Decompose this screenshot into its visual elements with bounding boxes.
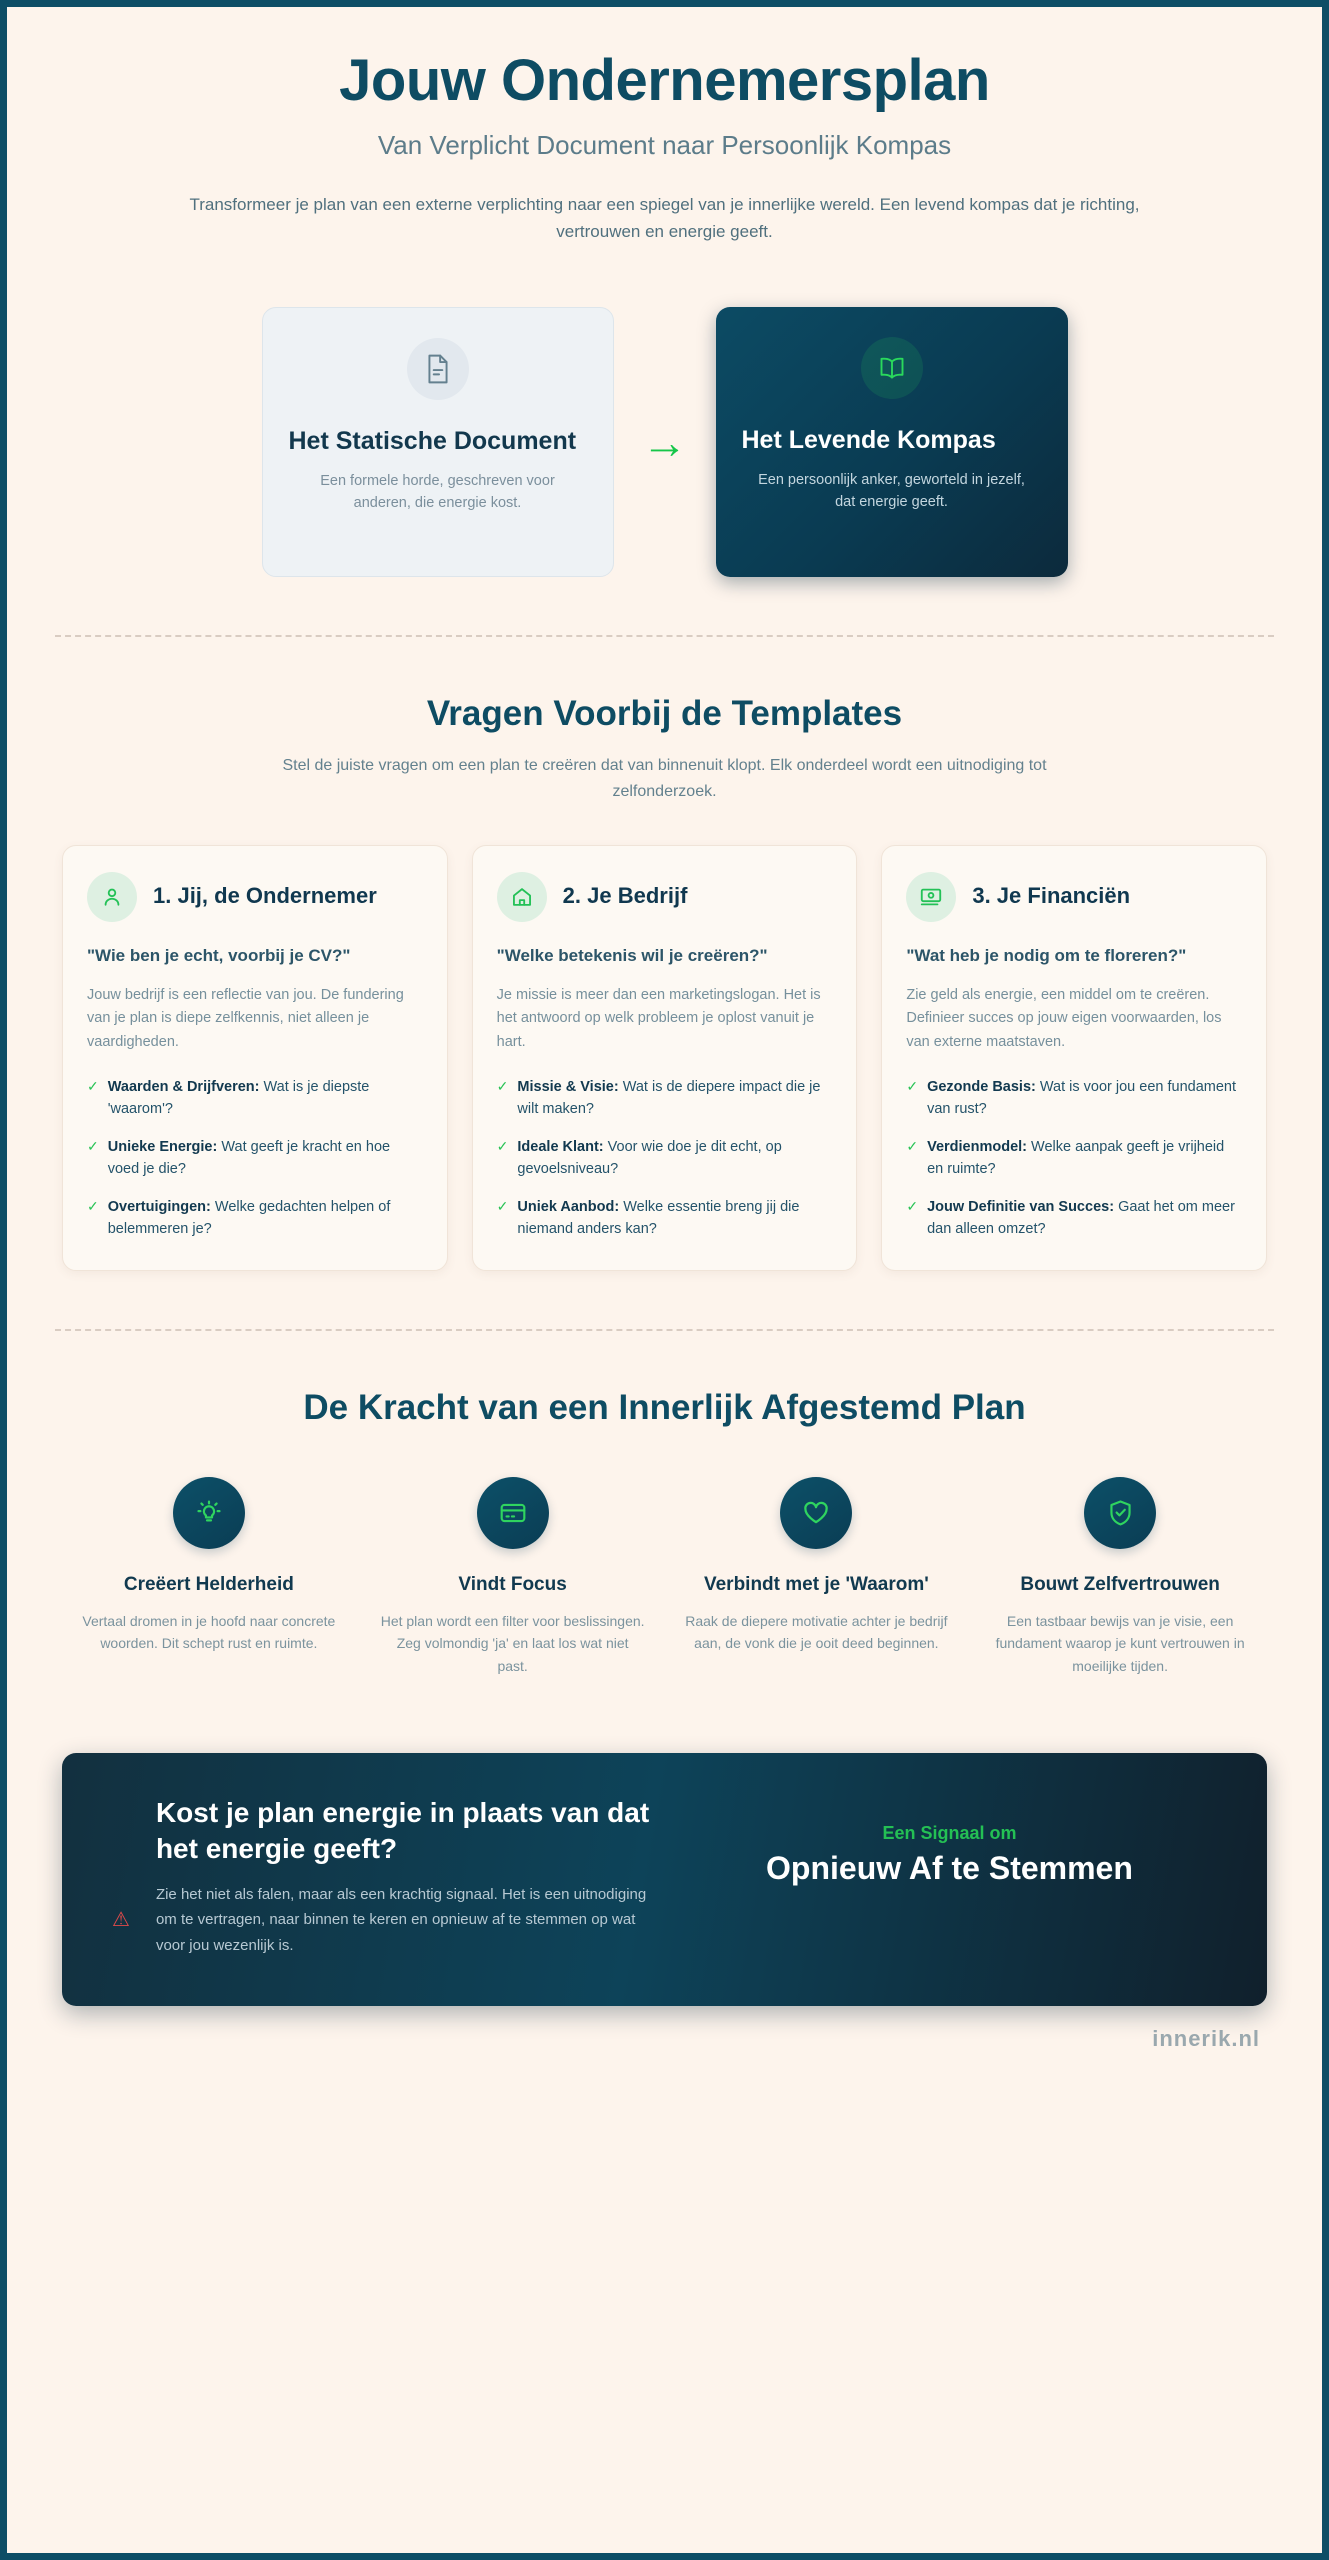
list-item: [906, 1076, 1242, 1120]
cta-signal-block: [682, 1795, 1217, 1887]
bullet-text: Gaat het om meer dan alleen omzet?: [927, 1199, 1235, 1238]
living-card-desc: Een persoonlijk anker, geworteld in jezelf, dat energie geeft.: [758, 471, 1025, 510]
question-card-body: Je missie is meer dan een marketingslogan. Het is het antwoord op welk probleem je oplost vanuit je hart.: [496, 986, 821, 1050]
bullet-label: Jouw Definitie van Succes:: [927, 1199, 1115, 1216]
benefit-item: [670, 1477, 964, 1677]
bullet-label: Waarden & Drijfveren:: [107, 1079, 260, 1096]
list-item: [497, 1076, 833, 1120]
check-icon: ✓: [906, 1078, 919, 1095]
static-card-title: Het Statische Document: [288, 427, 577, 456]
cta-panel: [62, 1753, 1267, 2006]
shield-check-icon: [1084, 1477, 1156, 1549]
check-icon: ✓: [496, 1138, 509, 1155]
bullet-label: Missie & Visie:: [517, 1079, 619, 1096]
list-item: [497, 1136, 833, 1180]
check-icon: ✓: [496, 1198, 509, 1215]
benefit-title: Creëert Helderheid: [123, 1574, 294, 1596]
questions-heading-block: [7, 637, 1322, 804]
benefits-section-title: De Kracht van een Innerlijk Afgestemd Plan: [303, 1388, 1026, 1428]
page-title: Jouw Ondernemersplan: [339, 48, 990, 113]
home-icon: [497, 872, 547, 922]
bullet-label: Verdienmodel:: [927, 1139, 1027, 1156]
questions-section-title: Vragen Voorbij de Templates: [426, 694, 903, 734]
lightbulb-icon: [173, 1477, 245, 1549]
bullet-text: Wat is voor jou een fundament van rust?: [927, 1079, 1237, 1118]
benefit-title: Verbindt met je 'Waarom': [703, 1574, 929, 1596]
question-card-body: Zie geld als energie, een middel om te creëren. Definieer succes op jouw eigen voorwaarden, los van externe maatstaven.: [906, 986, 1222, 1050]
question-card: [472, 845, 858, 1272]
check-icon: ✓: [87, 1198, 99, 1215]
heart-icon: [780, 1477, 852, 1549]
money-icon: [906, 872, 956, 922]
benefit-list: [7, 1429, 1322, 1677]
list-item: [87, 1136, 423, 1180]
benefit-item: [62, 1477, 356, 1677]
hero-intro-text: Transformeer je plan van een externe verplichting naar een spiegel van je innerlijke wereld. Een levend kompas dat je richting, vertrouwen en energie geeft.: [189, 194, 1140, 242]
check-icon: ✓: [906, 1138, 919, 1155]
cta-kicker: Een Signaal om: [882, 1823, 1017, 1844]
cta-title: Kost je plan energie in plaats van dat het energie geeft?: [155, 1797, 650, 1864]
check-icon: ✓: [906, 1198, 919, 1215]
document-icon: [407, 338, 469, 400]
bullet-text: Wat geeft je kracht en hoe voed je die?: [107, 1139, 391, 1178]
user-icon: [87, 872, 137, 922]
benefit-desc: Een tastbaar bewijs van je visie, een fundament waarop je kunt vertrouwen in moeilijke tijden.: [995, 1612, 1245, 1674]
bullet-text: Welke essentie breng jij die niemand anders kan?: [517, 1199, 800, 1238]
comparison-section: [7, 307, 1322, 577]
living-card-title: Het Levende Kompas: [741, 426, 996, 455]
benefit-desc: Vertaal dromen in je hoofd naar concrete woorden. Dit schept rust en ruimte.: [82, 1612, 336, 1652]
benefit-title: Vindt Focus: [458, 1574, 567, 1596]
benefits-heading-block: [7, 1331, 1322, 1429]
question-card-body: Jouw bedrijf is een reflectie van jou. De fundering van je plan is diepe zelfkennis, niet alleen je vaardigheden.: [87, 986, 404, 1050]
check-icon: ✓: [87, 1138, 99, 1155]
benefit-desc: Het plan wordt een filter voor beslissingen. Zeg volmondig 'ja' en laat los wat niet past.: [380, 1612, 645, 1674]
bullet-label: Overtuigingen:: [107, 1199, 211, 1216]
benefit-desc: Raak de diepere motivatie achter je bedrijf aan, de vonk die je ooit deed beginnen.: [685, 1612, 948, 1652]
bullet-label: Unieke Energie:: [107, 1139, 218, 1156]
bullet-text: Wat is je diepste 'waarom'?: [107, 1079, 370, 1118]
static-document-card: [262, 307, 614, 577]
questions-section: [7, 637, 1322, 1271]
benefit-item: [366, 1477, 660, 1677]
benefits-section: [7, 1331, 1322, 1677]
question-card-title: 1. Jij, de Ondernemer: [153, 883, 377, 909]
question-card-header: [906, 872, 1242, 922]
brand-label: innerik.nl: [1152, 2025, 1260, 2051]
list-item: [906, 1136, 1242, 1180]
questions-section-subtitle: Stel de juiste vragen om een plan te creëren dat van binnenuit klopt. Elk onderdeel wordt een uitnodiging tot zelfonderzoek.: [282, 757, 1047, 800]
bullet-text: Voor wie doe je dit echt, op gevoelsniveau?: [517, 1139, 782, 1178]
question-bullet-list: [906, 1076, 1242, 1240]
cta-body: Zie het niet als falen, maar als een krachtig signaal. Het is een uitnodiging om te vertragen, naar binnen te keren en opnieuw af te stemmen op wat voor jou wezenlijk is.: [155, 1886, 647, 1954]
question-card-header: [497, 872, 833, 922]
question-card-question: "Wat heb je nodig om te floreren?": [906, 945, 1187, 965]
warning-triangle-icon: ⚠: [112, 1909, 130, 1932]
cta-headline: Opnieuw Af te Stemmen: [766, 1850, 1133, 1887]
question-bullet-list: [497, 1076, 833, 1240]
list-item: [497, 1196, 833, 1240]
question-card: [881, 845, 1267, 1272]
bullet-label: Uniek Aanbod:: [517, 1199, 620, 1216]
bullet-text: Welke aanpak geeft je vrijheid en ruimte?: [927, 1139, 1225, 1178]
static-card-desc: Een formele horde, geschreven voor anderen, die energie kost.: [320, 472, 555, 511]
hero-section: [7, 7, 1322, 245]
page-subtitle: Van Verplicht Document naar Persoonlijk Kompas: [377, 129, 952, 160]
bullet-text: Welke gedachten helpen of belemmeren je?: [107, 1199, 391, 1238]
open-book-icon: [861, 337, 923, 399]
list-item: [87, 1076, 423, 1120]
question-card-title: 2. Je Bedrijf: [562, 883, 688, 909]
bullet-text: Wat is de diepere impact die je wilt maken?: [517, 1079, 821, 1118]
benefit-title: Bouwt Zelfvertrouwen: [1020, 1574, 1220, 1596]
living-compass-card: [716, 307, 1068, 577]
bullet-label: Ideale Klant:: [517, 1139, 604, 1156]
question-card: [62, 845, 448, 1272]
question-card-question: "Welke betekenis wil je creëren?": [496, 945, 768, 965]
question-card-header: [87, 872, 423, 922]
question-card-list: [7, 805, 1322, 1272]
benefit-item: [973, 1477, 1267, 1677]
cta-section: [7, 1677, 1322, 2006]
question-card-question: "Wie ben je echt, voorbij je CV?": [87, 945, 351, 965]
list-item: [87, 1196, 423, 1240]
check-icon: ✓: [87, 1078, 99, 1095]
cta-text-block: [156, 1795, 656, 1958]
question-card-title: 3. Je Financiën: [972, 883, 1131, 909]
card-icon: [477, 1477, 549, 1549]
check-icon: ✓: [496, 1078, 509, 1095]
bullet-label: Gezonde Basis:: [927, 1079, 1036, 1096]
arrow-right-icon: →: [641, 416, 688, 469]
footer: [7, 2006, 1322, 2078]
list-item: [906, 1196, 1242, 1240]
question-bullet-list: [87, 1076, 423, 1240]
